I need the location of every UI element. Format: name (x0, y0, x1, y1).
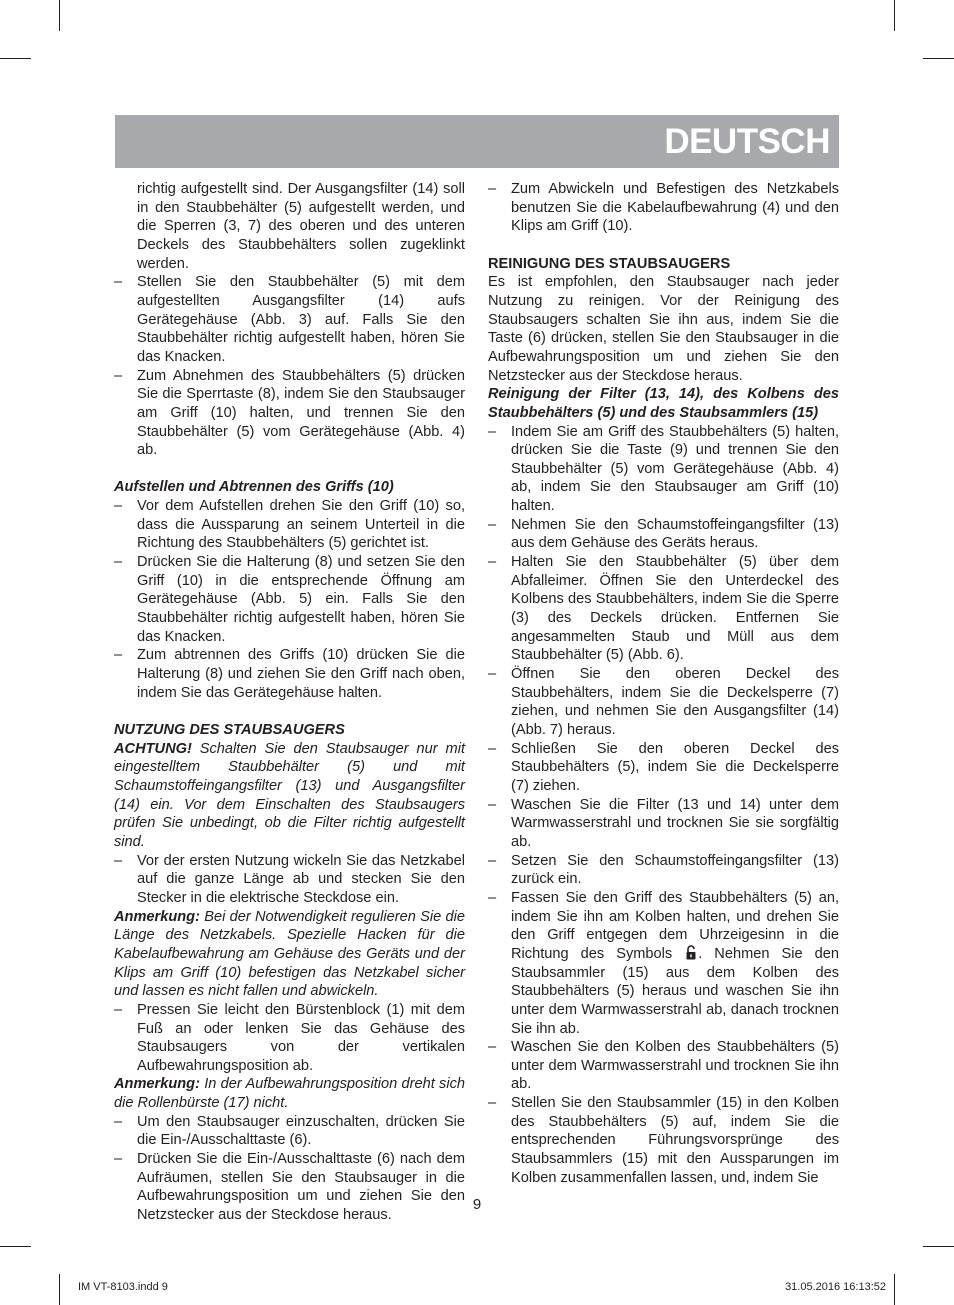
page-number: 9 (472, 1196, 482, 1213)
dash-bullet: – (488, 516, 497, 533)
note-label: Anmerkung: (114, 1076, 200, 1093)
note-paragraph: Anmerkung: Bei der Notwendigkeit regulieren Sie die Länge des Netzkabels. Spezielle Hacken für die Kabelaufbewahrung am Gehäuse des Geräts und der Klips am Griff (10) befestigen das Netzkabel sicher und lassen es nicht fallen und abwickeln. (114, 908, 465, 1000)
list-item: – Waschen Sie die Filter (13 und 14) unter dem Warmwasserstrahl und trocknen Sie sie sorgfältig ab. (488, 796, 839, 850)
list-item: – Nehmen Sie den Schaumstoffeingangsfilter (13) aus dem Gehäuse des Geräts heraus. (488, 516, 839, 552)
list-item: – Stellen Sie den Staubbehälter (5) mit dem aufgestellten Ausgangsfilter (14) aufs Gerätegehäuse (Abb. 3) auf. Falls Sie den Staubbehälter richtig aufgestellt haben, hören Sie das Knacken. (114, 274, 465, 365)
right-column (488, 180, 839, 1187)
list-item: – Stellen Sie den Staubsammler (15) in den Kolben des Staubbehälters (5) auf, indem Sie die entsprechenden Führungsvorsprünge des Staubsammlers (15) mit den Aussparungen im Kolben zusammenfallen lassen, und, indem Sie (488, 1095, 839, 1186)
dash-bullet: – (114, 367, 123, 384)
section-heading-griff: Aufstellen und Abtrennen des Griffs (10) (114, 479, 394, 496)
crop-mark (0, 58, 31, 59)
footer-file-name: IM VT-8103.indd 9 (78, 1281, 168, 1293)
dash-bullet: – (488, 852, 497, 869)
list-item: – Zum Abnehmen des Staubbehälters (5) drücken Sie die Sperrtaste (8), indem Sie den Staubsauger am Griff (10) halten, und trennen Sie den Staubbehälter (5) vom Gerätegehäuse (Abb. 4) ab. (114, 367, 465, 459)
subsection-heading-filter: Reinigung der Filter (13, 14), des Kolbens des Staubbehälters (5) und des Staubsammlers (15) (488, 386, 839, 421)
dash-bullet: – (488, 666, 497, 683)
footer-timestamp: 31.05.2016 16:13:52 (785, 1281, 886, 1293)
dash-bullet: – (488, 740, 497, 757)
list-item: – Pressen Sie leicht den Bürstenblock (1) mit dem Fuß an oder lenken Sie das Gehäuse des Staubsaugers von der vertikalen Aufbewahrungsposition ab. (114, 1001, 465, 1074)
list-item: – Zum Abwickeln und Befestigen des Netzkabels benutzen Sie die Kabelaufbewahrung (4) und den Klips am Griff (10). (488, 181, 839, 235)
crop-mark (894, 0, 895, 31)
list-item: – Vor dem Aufstellen drehen Sie den Griff (10) so, dass die Aussparung an seinem Unterteil in die Richtung des Staubbehälters (5) gerichtet ist. (114, 498, 465, 552)
crop-mark (923, 58, 954, 59)
list-item: – Halten Sie den Staubbehälter (5) über dem Abfalleimer. Öffnen Sie den Unterdeckel des Kolbens des Staubbehälters, indem Sie die Sperre (3) des Deckels drücken. Entfernen Sie angesammelten Staub und Müll aus dem Staubbehälter (5) (Abb. 6). (488, 554, 839, 664)
language-header-bar (115, 115, 839, 168)
list-item: – Fassen Sie den Griff des Staubbehälters (5) an, indem Sie ihn am Kolben halten, und drehen Sie den Griff entgegen dem Uhrzeigesinn in die Richtung des Symbols . Nehmen Sie den Staubsammler (15) aus dem Kolben des Staubbehälters (5) heraus und waschen Sie ihn unter dem Warmwasserstrahl ab, danach trocknen Sie ihn ab. (488, 889, 839, 1037)
dash-bullet: – (114, 274, 123, 291)
note-label: Anmerkung: (114, 908, 200, 925)
dash-bullet: – (488, 423, 497, 440)
dash-bullet: – (488, 889, 497, 906)
continued-paragraph: richtig aufgestellt sind. Der Ausgangsfilter (14) soll in den Staubbehälter (5) aufgestellt werden, und die Sperren (3, 7) des oberen und des unteren Deckels des Staubbehälters sollen zugeklinkt werden. (137, 181, 465, 272)
language-title: DEUTSCH (664, 122, 830, 161)
dash-bullet: – (114, 1001, 123, 1018)
dash-bullet: – (114, 554, 123, 571)
list-item: – Drücken Sie die Halterung (8) und setzen Sie den Griff (10) in die entsprechende Öffnung am Gerätegehäuse (Abb. 5) ein. Falls Sie den Staubbehälter richtig aufgestellt haben, hören Sie das Knacken. (114, 554, 465, 645)
dash-bullet: – (114, 647, 123, 664)
list-item: – Zum abtrennen des Griffs (10) drücken Sie die Halterung (8) und ziehen Sie den Griff nach oben, indem Sie das Gerätegehäuse halten. (114, 647, 465, 701)
list-item: – Um den Staubsauger einzuschalten, drücken Sie die Ein-/Ausschalttaste (6). (114, 1113, 465, 1149)
list-item: – Öffnen Sie den oberen Deckel des Staubbehälters, indem Sie die Deckelsperre (7) ziehen, und nehmen Sie den Ausgangsfilter (14) (Abb. 7) heraus. (488, 666, 839, 739)
dash-bullet: – (114, 498, 123, 515)
crop-mark (59, 1274, 60, 1305)
dash-bullet: – (488, 181, 497, 197)
unlocked-padlock-icon (686, 945, 696, 960)
dash-bullet: – (488, 1095, 497, 1112)
crop-mark (894, 1274, 895, 1305)
dash-bullet: – (488, 796, 497, 813)
list-item: – Setzen Sie den Schaumstoffeingangsfilter (13) zurück ein. (488, 852, 839, 888)
section-heading-reinigung: REINIGUNG DES STAUBSAUGERS (488, 255, 731, 272)
crop-mark (923, 1246, 954, 1247)
dash-bullet: – (114, 852, 123, 869)
dash-bullet: – (114, 1113, 123, 1130)
list-item: – Schließen Sie den oberen Deckel des Staubbehälters (5), indem Sie die Deckelsperre (7) ziehen. (488, 740, 839, 794)
crop-mark (59, 0, 60, 31)
warning-paragraph: ACHTUNG! Schalten Sie den Staubsauger nur mit eingestelltem Staubbehälter (5) und mit Schaumstoffeingangsfilter (13) und Ausgangsfilter (14) ein. Vor dem Einschalten des Staubsaugers prüfen Sie unbedingt, ob die Filter richtig aufgestellt sind. (114, 740, 465, 850)
crop-mark (0, 1246, 31, 1247)
list-item: – Waschen Sie den Kolben des Staubbehälters (5) unter dem Warmwasserstrahl und trocknen Sie ihn ab. (488, 1039, 839, 1093)
dash-bullet: – (114, 1151, 123, 1168)
dash-bullet: – (488, 554, 497, 571)
list-item: – Vor der ersten Nutzung wickeln Sie das Netzkabel auf die ganze Länge ab und stecken Sie den Stecker in die elektrische Steckdose ein. (114, 852, 465, 906)
list-item: – Drücken Sie die Ein-/Ausschalttaste (6) nach dem Aufräumen, stellen Sie den Staubsauger in die Aufbewahrungsposition um und ziehen Sie den Netzstecker aus der Steckdose heraus. (114, 1151, 465, 1224)
cleaning-intro-paragraph: Es ist empfohlen, den Staubsauger nach jeder Nutzung zu reinigen. Vor der Reinigung des Staubsaugers schalten Sie ihn aus, indem Sie die Taste (6) drücken, stellen Sie den Staubsauger in die Aufbewahrungsposition um und ziehen Sie den Netzstecker aus der Steckdose heraus. (488, 274, 839, 384)
section-heading-nutzung: NUTZUNG DES STAUBSAUGERS (114, 722, 345, 738)
left-column (114, 180, 465, 1225)
dash-bullet: – (488, 1039, 497, 1056)
note-paragraph: Anmerkung: In der Aufbewahrungsposition dreht sich die Rollenbürste (17) nicht. (114, 1076, 465, 1112)
list-item: – Indem Sie am Griff des Staubbehälters (5) halten, drücken Sie die Taste (9) und trennen Sie den Staubbehälter (5) vom Gerätegehäuse (Abb. 4) ab, indem Sie den Staubsauger am Griff (10) halten. (488, 423, 839, 515)
warning-label: ACHTUNG! (114, 740, 192, 757)
